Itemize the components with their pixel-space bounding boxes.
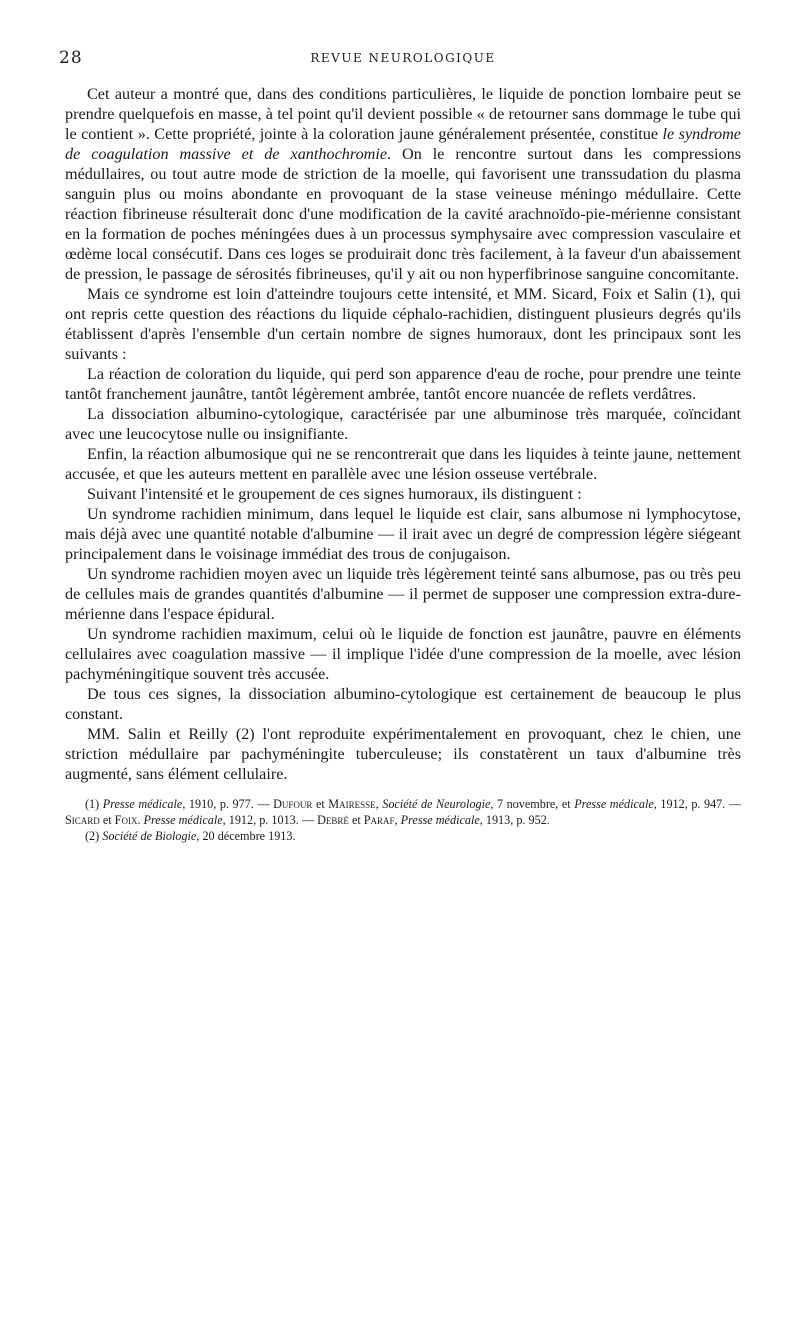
running-title: REVUE NEUROLOGIQUE	[310, 51, 496, 65]
text-run: Cet auteur a montré que, dans des conditions particulières, le liquide de ponction lombaire peut se prendre quelquefois en masse, à tel point qu'il devient possible « de retourner sans dommage le tube qui le contient ». Cette propriété, jointe à la coloration jaune généralement présentée, constitue	[65, 85, 741, 143]
author-name: Sicard	[65, 813, 100, 827]
text-run: ,	[375, 797, 383, 811]
text-run: . On le rencontre surtout dans les compressions médullaires, ou tout autre mode de striction de la moelle, qui favorisent une transsudation du plasma sanguin plus ou moins abondante en provoquant de la stase veineuse méningo médullaire. Cette réaction fibrineuse résulterait donc d'une modification de la cavité arachnoïdo-pie-mérienne consistant en la formation de poches méningées dues à un processus symphysaire avec compression vasculaire et œdème local consécutif. Dans ces loges se produirait donc très facilement, à la faveur d'un abaissement de pression, le passage de sérosités fibrineuses, qu'il y ait ou non hyperfibrinose sanguine concomitante.	[65, 145, 741, 283]
footnotes	[65, 796, 741, 844]
text-run: , 7 novembre, et	[490, 797, 575, 811]
text-run: , 1910, p. 977. —	[182, 797, 274, 811]
paragraph: Un syndrome rachidien moyen avec un liquide très légèrement teinté sans albumose, pas ou très peu de cellules mais de grandes quantités d'albumine — il permet de supposer une compression extra-dure-mérienne dans l'espace épidural.	[65, 565, 741, 623]
italic-term: le syndrome de coagulation massive et de xanthochromie	[65, 125, 741, 163]
source-title: Presse médicale	[574, 797, 654, 811]
text-run: ,	[394, 813, 401, 827]
paragraph: Enfin, la réaction albumosique qui ne se rencontrerait que dans les liquides à teinte jaune, nettement accusée, et que les auteurs mettent en parallèle avec une lésion osseuse vertébrale.	[65, 445, 741, 483]
text-run: , 1913, p. 952.	[479, 813, 550, 827]
paragraph: Un syndrome rachidien maximum, celui où le liquide de fonction est jaunâtre, pauvre en éléments cellulaires avec coagulation massive — il implique l'idée d'une compression de la moelle, avec lésion pachyméningitique souvent très accusée.	[65, 625, 741, 683]
text-run: et	[348, 813, 364, 827]
footnote-marker: (2)	[85, 829, 103, 843]
paragraph: Suivant l'intensité et le groupement de ces signes humoraux, ils distinguent :	[87, 485, 582, 503]
author-name: Paraf	[363, 813, 395, 827]
body-text	[65, 84, 741, 784]
text-run: .	[137, 813, 144, 827]
text-run: et	[99, 813, 115, 827]
paragraph	[65, 84, 741, 284]
text-run: et	[312, 797, 329, 811]
text-run: , 20 décembre 1913.	[196, 829, 296, 843]
author-name: Debré	[317, 813, 349, 827]
footnote-marker: (1)	[85, 797, 103, 811]
source-title: Presse médicale	[400, 813, 480, 827]
page-number: 28	[59, 48, 83, 68]
author-name: Foix	[114, 813, 138, 827]
paragraph: Un syndrome rachidien minimum, dans lequel le liquide est clair, sans albumose ni lymphocytose, mais déjà avec une quantité notable d'albumine — il irait avec un degré de compression légère siégeant principalement dans le voisinage immédiat des trous de conjugaison.	[65, 505, 741, 563]
page-header	[59, 48, 741, 70]
source-title: Société de Biologie	[102, 829, 197, 843]
paragraph: La dissociation albumino-cytologique, caractérisée par une albuminose très marquée, coïncidant avec une leucocytose nulle ou insignifiante.	[65, 405, 741, 443]
footnote-2	[65, 828, 741, 844]
paragraph: Mais ce syndrome est loin d'atteindre toujours cette intensité, et MM. Sicard, Foix et Salin (1), qui ont repris cette question des réactions du liquide céphalo-rachidien, distinguent plusieurs degrés qu'ils établissent d'après l'ensemble d'un certain nombre de signes humoraux, dont les principaux sont les suivants :	[65, 285, 741, 363]
paragraph: De tous ces signes, la dissociation albumino-cytologique est certainement de beaucoup le plus constant.	[65, 685, 741, 723]
paragraph: MM. Salin et Reilly (2) l'ont reproduite expérimentalement en provoquant, chez le chien, une striction médullaire par pachyméningite tuberculeuse; ils constatèrent un taux d'albumine très augmenté, sans élément cellulaire.	[65, 725, 741, 783]
source-title: Presse médicale	[143, 813, 223, 827]
footnote-1	[65, 796, 741, 828]
paragraph: La réaction de coloration du liquide, qui perd son apparence d'eau de roche, pour prendre une teinte tantôt franchement jaunâtre, tantôt légèrement ambrée, tantôt encore nuancée de reflets verdâtres.	[65, 365, 741, 403]
author-name: Mairesse	[328, 797, 376, 811]
author-name: Dufour	[273, 797, 313, 811]
text-run: , 1912, p. 1013. —	[222, 813, 318, 827]
source-title: Presse médicale	[102, 797, 183, 811]
text-run: , 1912, p. 947. —	[653, 797, 742, 811]
page	[59, 48, 742, 844]
source-title: Société de Neurologie	[382, 797, 491, 811]
